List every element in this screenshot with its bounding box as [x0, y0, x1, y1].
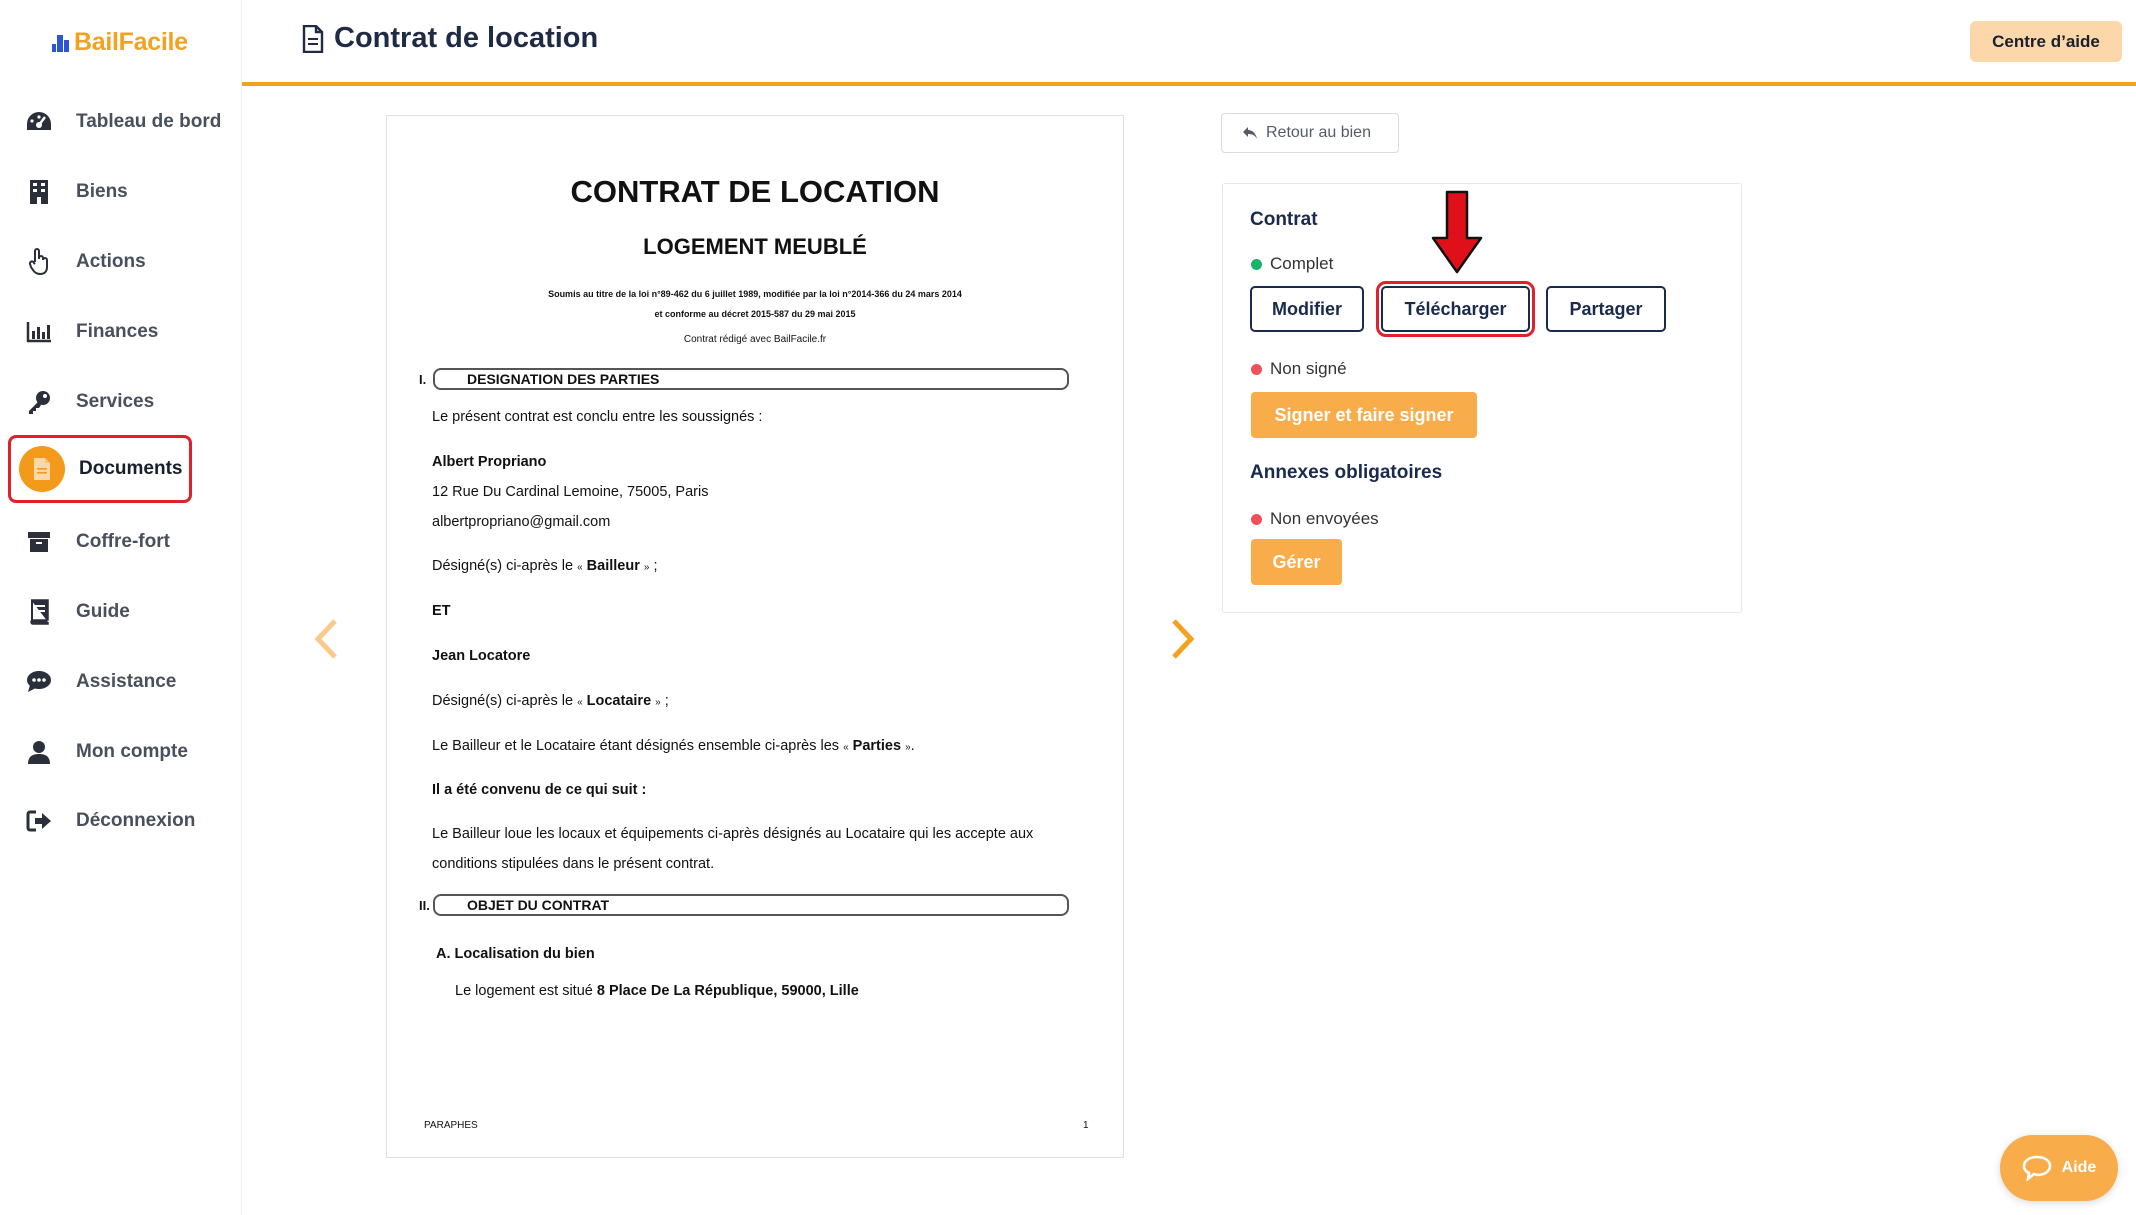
- chat-icon: [24, 667, 54, 697]
- sidebar: [0, 0, 242, 1215]
- status-not-sent: [1251, 509, 1379, 529]
- modify-button[interactable]: Modifier: [1250, 286, 1364, 332]
- sidebar-item-label: Documents: [79, 458, 183, 479]
- open-quote: «: [577, 562, 583, 573]
- page-title-text: Contrat de location: [334, 22, 599, 54]
- aide-label: Aide: [2061, 1159, 2097, 1176]
- sidebar-item-biens[interactable]: [24, 168, 128, 216]
- parties-prefix: Le Bailleur et le Locataire étant désignés ensemble ci-après les: [432, 738, 840, 754]
- contract-heading: Contrat: [1250, 209, 1318, 230]
- next-page-arrow[interactable]: [1163, 614, 1203, 664]
- download-button[interactable]: Télécharger: [1381, 286, 1530, 332]
- page-title: [302, 22, 598, 55]
- sidebar-item-label: Assistance: [76, 671, 177, 692]
- sidebar-item-tableau-de-bord[interactable]: [24, 98, 221, 146]
- document-outline-icon: [302, 25, 324, 53]
- document-subtitle: LOGEMENT MEUBLÉ: [643, 234, 867, 259]
- sidebar-item-documents[interactable]: [8, 435, 192, 503]
- help-chat-button[interactable]: [2000, 1135, 2118, 1201]
- location-prefix: Le logement est situé: [455, 983, 593, 999]
- sidebar-item-assistance[interactable]: [24, 658, 176, 706]
- building-icon: [24, 177, 54, 207]
- annotation-arrow-icon: [1430, 190, 1484, 274]
- logout-icon: [24, 806, 54, 836]
- close-quote: »: [655, 697, 661, 708]
- semicolon: ;: [664, 693, 669, 709]
- tenant-name: Jean Locatore: [432, 648, 531, 664]
- status-unsigned: [1251, 359, 1347, 379]
- landlord-email: albertpropriano@gmail.com: [432, 514, 611, 530]
- parties-word: Parties: [852, 738, 902, 754]
- footer-page-number: 1: [1083, 1120, 1089, 1131]
- pointer-hand-icon: [24, 247, 54, 277]
- back-to-property-button[interactable]: [1221, 113, 1399, 153]
- chevron-right-icon: [1170, 618, 1196, 660]
- sidebar-item-label: Guide: [76, 601, 130, 622]
- status-complete-text: Complet: [1270, 254, 1334, 273]
- landlord-designation: [432, 556, 658, 578]
- bar-chart-icon: [24, 317, 54, 347]
- section-header-objet: [419, 894, 1069, 916]
- open-quote: «: [577, 697, 583, 708]
- sidebar-item-deconnexion[interactable]: [24, 797, 195, 845]
- page-header: [242, 0, 2136, 86]
- section-title: OBJET DU CONTRAT: [433, 894, 1069, 916]
- status-unsigned-text: Non signé: [1270, 359, 1347, 378]
- close-quote: »: [643, 562, 650, 573]
- sidebar-item-label: Coffre-fort: [76, 531, 170, 552]
- chevron-left-icon: [313, 618, 339, 660]
- semicolon: ;: [653, 558, 658, 574]
- sidebar-item-label: Actions: [76, 251, 146, 272]
- designation-prefix: Désigné(s) ci-après le: [432, 558, 574, 574]
- sidebar-item-label: Finances: [76, 321, 159, 342]
- sidebar-item-services[interactable]: [24, 378, 154, 426]
- section-header-parties: [419, 368, 1069, 390]
- agreed-statement: Il a été convenu de ce qui suit :: [432, 782, 647, 798]
- building-logo-icon: [52, 34, 70, 52]
- location-sentence: [455, 981, 859, 1001]
- open-quote: «: [843, 742, 849, 753]
- document-icon: [19, 446, 65, 492]
- manage-annexes-button[interactable]: Gérer: [1251, 539, 1342, 585]
- section-number: II.: [419, 897, 430, 913]
- dashboard-icon: [24, 107, 54, 137]
- document-legal-notice: [387, 284, 1123, 324]
- location-address: 8 Place De La République, 59000, Lille: [596, 983, 859, 999]
- sidebar-item-finances[interactable]: [24, 308, 158, 356]
- legal-line-2: et conforme au décret 2015-587 du 29 mai 2015: [654, 309, 856, 319]
- sidebar-item-label: Services: [76, 391, 155, 412]
- parties-designation: [432, 736, 915, 758]
- sidebar-item-actions[interactable]: [24, 238, 146, 286]
- sidebar-item-label: Biens: [76, 181, 128, 202]
- help-center-button[interactable]: Centre d’aide: [1970, 21, 2122, 62]
- app-logo[interactable]: [52, 28, 188, 57]
- sign-button[interactable]: Signer et faire signer: [1251, 392, 1477, 438]
- close-quote: »: [905, 742, 911, 753]
- sidebar-item-label: Mon compte: [76, 741, 188, 762]
- user-icon: [24, 737, 54, 767]
- status-dot-green: [1251, 259, 1262, 270]
- sidebar-item-guide[interactable]: [24, 588, 130, 636]
- section-number: I.: [419, 371, 427, 387]
- legal-line-1: Soumis au titre de la loi n°89-462 du 6 juillet 1989, modifiée par la loi n°2014-366 du 24 mars 2014: [548, 289, 962, 299]
- period: .: [910, 738, 915, 754]
- contract-document-preview[interactable]: [386, 115, 1124, 1158]
- status-complete: [1251, 254, 1333, 274]
- subsection-localisation: A. Localisation du bien: [436, 946, 595, 962]
- footer-initials: PARAPHES: [424, 1120, 478, 1131]
- annexes-heading: Annexes obligatoires: [1250, 462, 1443, 483]
- status-dot-red: [1251, 514, 1262, 525]
- book-icon: [24, 597, 54, 627]
- rent-line-1: Le Bailleur loue les locaux et équipements ci-après désignés au Locataire qui les accepte aux: [432, 826, 1034, 842]
- share-button[interactable]: Partager: [1546, 286, 1666, 332]
- app-name: BailFacile: [74, 28, 188, 56]
- status-dot-red: [1251, 364, 1262, 375]
- document-title: CONTRAT DE LOCATION: [570, 174, 940, 209]
- et-separator: ET: [432, 603, 451, 619]
- chat-bubble-icon: [2022, 1155, 2052, 1181]
- section-title: DESIGNATION DES PARTIES: [433, 368, 1069, 390]
- landlord-address: 12 Rue Du Cardinal Lemoine, 75005, Paris: [432, 484, 709, 500]
- sidebar-item-label: Tableau de bord: [76, 111, 222, 132]
- document-intro: Le présent contrat est conclu entre les soussignés :: [432, 409, 763, 425]
- sidebar-item-coffre-fort[interactable]: [24, 518, 170, 566]
- tenant-role: Locataire: [586, 693, 652, 709]
- status-not-sent-text: Non envoyées: [1270, 509, 1379, 528]
- reply-arrow-icon: [1242, 126, 1258, 140]
- key-icon: [24, 387, 54, 417]
- sidebar-item-label: Déconnexion: [76, 810, 196, 831]
- archive-box-icon: [24, 527, 54, 557]
- sidebar-item-mon-compte[interactable]: [24, 728, 188, 776]
- landlord-name: Albert Propriano: [432, 454, 547, 470]
- designation-prefix: Désigné(s) ci-après le: [432, 693, 574, 709]
- landlord-role: Bailleur: [586, 558, 640, 574]
- document-written-with: Contrat rédigé avec BailFacile.fr: [683, 334, 827, 345]
- back-label: Retour au bien: [1266, 124, 1371, 141]
- rent-line-2: conditions stipulées dans le présent contrat.: [432, 856, 715, 872]
- previous-page-arrow[interactable]: [306, 614, 346, 664]
- tenant-designation: [432, 691, 669, 713]
